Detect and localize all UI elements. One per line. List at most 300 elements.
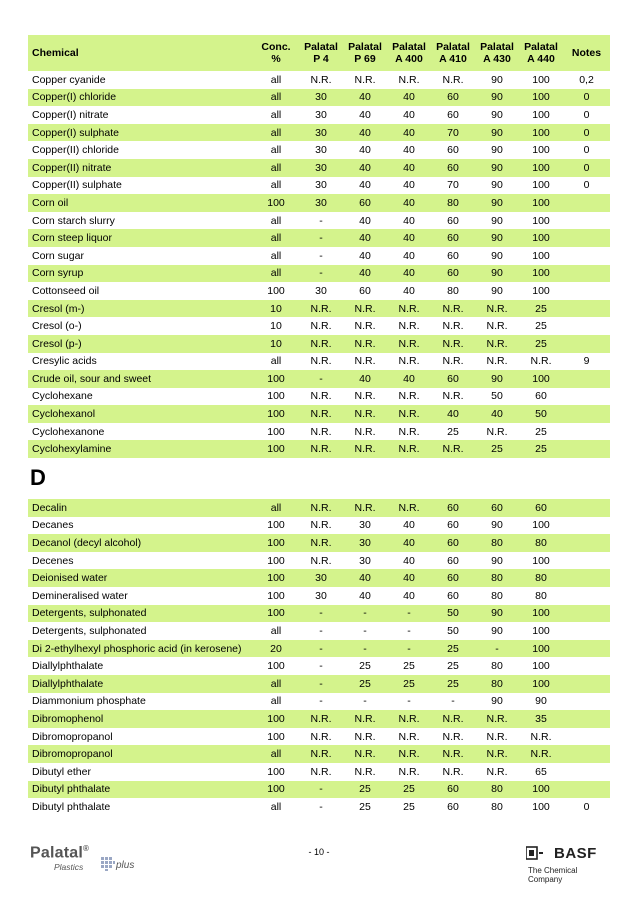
- table-row: [28, 693, 610, 711]
- table-row: [28, 177, 610, 195]
- value-cell: all: [253, 353, 299, 371]
- value-cell: 10: [253, 335, 299, 353]
- value-cell: [563, 657, 610, 675]
- chemical-name-cell: Diallylphthalate: [28, 675, 253, 693]
- value-cell: N.R.: [431, 763, 475, 781]
- value-cell: N.R.: [299, 71, 343, 89]
- value-cell: [563, 587, 610, 605]
- value-cell: 0: [563, 124, 610, 142]
- value-cell: -: [475, 640, 519, 658]
- value-cell: N.R.: [299, 405, 343, 423]
- value-cell: 60: [475, 499, 519, 517]
- table-header-row: [28, 35, 610, 71]
- resistance-table-d: [28, 499, 610, 816]
- value-cell: 100: [253, 517, 299, 535]
- value-cell: 90: [475, 194, 519, 212]
- value-cell: N.R.: [431, 353, 475, 371]
- value-cell: 40: [343, 229, 387, 247]
- value-cell: N.R.: [343, 388, 387, 406]
- value-cell: -: [299, 265, 343, 283]
- value-cell: N.R.: [343, 763, 387, 781]
- value-cell: N.R.: [387, 499, 431, 517]
- value-cell: [563, 265, 610, 283]
- value-cell: 25: [387, 657, 431, 675]
- value-cell: [563, 517, 610, 535]
- value-cell: N.R.: [299, 423, 343, 441]
- chemical-name-cell: Copper(I) chloride: [28, 89, 253, 107]
- value-cell: N.R.: [343, 440, 387, 458]
- value-cell: 80: [475, 675, 519, 693]
- value-cell: -: [299, 640, 343, 658]
- value-cell: [563, 405, 610, 423]
- chemical-name-cell: Cyclohexanone: [28, 423, 253, 441]
- value-cell: 100: [519, 124, 563, 142]
- value-cell: 100: [519, 781, 563, 799]
- chemical-name-cell: Diallylphthalate: [28, 657, 253, 675]
- value-cell: all: [253, 177, 299, 195]
- value-cell: -: [299, 370, 343, 388]
- value-cell: N.R.: [431, 710, 475, 728]
- table-row: [28, 657, 610, 675]
- chemical-name-cell: Cottonseed oil: [28, 282, 253, 300]
- value-cell: -: [299, 657, 343, 675]
- value-cell: -: [343, 640, 387, 658]
- table-row: [28, 212, 610, 230]
- value-cell: -: [387, 693, 431, 711]
- value-cell: 100: [519, 552, 563, 570]
- value-cell: 100: [519, 177, 563, 195]
- value-cell: N.R.: [519, 353, 563, 371]
- header-a430: Palatal A 430: [475, 35, 519, 71]
- chemical-name-cell: Copper(I) sulphate: [28, 124, 253, 142]
- value-cell: 100: [519, 265, 563, 283]
- value-cell: 60: [431, 517, 475, 535]
- value-cell: 100: [253, 763, 299, 781]
- value-cell: N.R.: [343, 405, 387, 423]
- value-cell: 35: [519, 710, 563, 728]
- value-cell: 40: [387, 265, 431, 283]
- value-cell: N.R.: [475, 353, 519, 371]
- value-cell: [563, 745, 610, 763]
- value-cell: 60: [431, 247, 475, 265]
- header-notes: Notes: [563, 35, 610, 71]
- value-cell: 80: [519, 587, 563, 605]
- value-cell: 100: [519, 657, 563, 675]
- value-cell: 50: [431, 622, 475, 640]
- table-body-d: [28, 499, 610, 816]
- value-cell: 25: [431, 657, 475, 675]
- chemical-name-cell: Diammonium phosphate: [28, 693, 253, 711]
- value-cell: all: [253, 106, 299, 124]
- value-cell: 40: [387, 106, 431, 124]
- value-cell: 30: [299, 89, 343, 107]
- chemical-name-cell: Cresylic acids: [28, 353, 253, 371]
- value-cell: N.R.: [343, 499, 387, 517]
- table-row: [28, 265, 610, 283]
- value-cell: N.R.: [387, 405, 431, 423]
- header-a400: Palatal A 400: [387, 35, 431, 71]
- value-cell: [563, 569, 610, 587]
- value-cell: -: [343, 622, 387, 640]
- value-cell: -: [299, 229, 343, 247]
- section-heading-d: D: [30, 465, 46, 490]
- header-p69: Palatal P 69: [343, 35, 387, 71]
- value-cell: 40: [343, 124, 387, 142]
- value-cell: 100: [519, 71, 563, 89]
- value-cell: 70: [431, 124, 475, 142]
- value-cell: 60: [431, 534, 475, 552]
- table-row: [28, 282, 610, 300]
- value-cell: 100: [253, 605, 299, 623]
- value-cell: 80: [475, 587, 519, 605]
- value-cell: N.R.: [343, 300, 387, 318]
- value-cell: 100: [519, 106, 563, 124]
- value-cell: 80: [519, 534, 563, 552]
- chemical-name-cell: Corn starch slurry: [28, 212, 253, 230]
- value-cell: 80: [519, 569, 563, 587]
- table-row: [28, 353, 610, 371]
- value-cell: 40: [343, 587, 387, 605]
- value-cell: [563, 605, 610, 623]
- value-cell: N.R.: [431, 335, 475, 353]
- value-cell: 100: [253, 728, 299, 746]
- chemical-name-cell: Detergents, sulphonated: [28, 605, 253, 623]
- value-cell: 90: [475, 370, 519, 388]
- value-cell: [563, 423, 610, 441]
- chemical-name-cell: Copper(II) sulphate: [28, 177, 253, 195]
- table-row: [28, 781, 610, 799]
- table-row: [28, 71, 610, 89]
- value-cell: -: [299, 693, 343, 711]
- value-cell: 60: [431, 89, 475, 107]
- value-cell: 0: [563, 159, 610, 177]
- table-row: [28, 710, 610, 728]
- chemical-name-cell: Cresol (p-): [28, 335, 253, 353]
- chemical-name-cell: Cyclohexylamine: [28, 440, 253, 458]
- value-cell: 90: [475, 212, 519, 230]
- value-cell: 80: [475, 798, 519, 816]
- value-cell: 90: [475, 517, 519, 535]
- value-cell: 90: [475, 693, 519, 711]
- value-cell: 25: [343, 798, 387, 816]
- value-cell: 30: [343, 517, 387, 535]
- value-cell: [563, 728, 610, 746]
- table-row: [28, 605, 610, 623]
- value-cell: N.R.: [431, 440, 475, 458]
- value-cell: 90: [475, 282, 519, 300]
- value-cell: 90: [475, 106, 519, 124]
- value-cell: 100: [253, 710, 299, 728]
- value-cell: -: [299, 622, 343, 640]
- value-cell: 40: [387, 370, 431, 388]
- value-cell: 60: [431, 552, 475, 570]
- value-cell: N.R.: [475, 745, 519, 763]
- value-cell: N.R.: [299, 763, 343, 781]
- value-cell: 100: [253, 440, 299, 458]
- value-cell: N.R.: [343, 710, 387, 728]
- chemical-name-cell: Dibutyl ether: [28, 763, 253, 781]
- value-cell: -: [299, 675, 343, 693]
- value-cell: N.R.: [431, 300, 475, 318]
- value-cell: 30: [299, 106, 343, 124]
- value-cell: 0: [563, 798, 610, 816]
- value-cell: N.R.: [431, 728, 475, 746]
- value-cell: -: [387, 622, 431, 640]
- value-cell: 40: [387, 517, 431, 535]
- value-cell: [563, 212, 610, 230]
- value-cell: 20: [253, 640, 299, 658]
- value-cell: 30: [299, 124, 343, 142]
- value-cell: 100: [253, 282, 299, 300]
- table-row: [28, 534, 610, 552]
- value-cell: N.R.: [475, 763, 519, 781]
- value-cell: all: [253, 159, 299, 177]
- value-cell: 100: [519, 229, 563, 247]
- value-cell: 100: [519, 605, 563, 623]
- value-cell: 60: [343, 194, 387, 212]
- value-cell: N.R.: [387, 388, 431, 406]
- value-cell: 100: [253, 370, 299, 388]
- value-cell: 90: [519, 693, 563, 711]
- value-cell: N.R.: [299, 499, 343, 517]
- value-cell: 60: [431, 370, 475, 388]
- value-cell: 80: [475, 657, 519, 675]
- table-row: [28, 370, 610, 388]
- value-cell: [563, 317, 610, 335]
- value-cell: 90: [475, 247, 519, 265]
- value-cell: 40: [387, 587, 431, 605]
- value-cell: 60: [431, 499, 475, 517]
- value-cell: all: [253, 141, 299, 159]
- value-cell: N.R.: [343, 353, 387, 371]
- value-cell: -: [387, 605, 431, 623]
- value-cell: N.R.: [387, 71, 431, 89]
- chemical-name-cell: Copper(I) nitrate: [28, 106, 253, 124]
- value-cell: N.R.: [387, 745, 431, 763]
- value-cell: 25: [387, 781, 431, 799]
- chemical-name-cell: Copper cyanide: [28, 71, 253, 89]
- value-cell: all: [253, 499, 299, 517]
- value-cell: 25: [519, 300, 563, 318]
- value-cell: 60: [431, 106, 475, 124]
- table-row: [28, 622, 610, 640]
- value-cell: N.R.: [299, 710, 343, 728]
- value-cell: N.R.: [387, 353, 431, 371]
- value-cell: [563, 763, 610, 781]
- value-cell: [563, 693, 610, 711]
- header-conc: Conc. %: [253, 35, 299, 71]
- value-cell: 40: [387, 159, 431, 177]
- value-cell: 40: [343, 177, 387, 195]
- value-cell: -: [343, 693, 387, 711]
- value-cell: N.R.: [299, 335, 343, 353]
- value-cell: 40: [343, 370, 387, 388]
- value-cell: all: [253, 693, 299, 711]
- chemical-name-cell: Di 2-ethylhexyl phosphoric acid (in kerosene): [28, 640, 253, 658]
- value-cell: all: [253, 745, 299, 763]
- value-cell: [563, 370, 610, 388]
- value-cell: 0: [563, 177, 610, 195]
- value-cell: 80: [475, 781, 519, 799]
- value-cell: 40: [343, 106, 387, 124]
- table-row: [28, 141, 610, 159]
- value-cell: all: [253, 89, 299, 107]
- chemical-name-cell: Copper(II) nitrate: [28, 159, 253, 177]
- value-cell: 80: [431, 282, 475, 300]
- value-cell: 40: [475, 405, 519, 423]
- value-cell: 25: [343, 657, 387, 675]
- value-cell: 60: [431, 229, 475, 247]
- value-cell: 60: [431, 141, 475, 159]
- value-cell: all: [253, 247, 299, 265]
- value-cell: 80: [475, 569, 519, 587]
- value-cell: 60: [431, 159, 475, 177]
- value-cell: 25: [343, 781, 387, 799]
- value-cell: N.R.: [519, 728, 563, 746]
- chemical-name-cell: Corn oil: [28, 194, 253, 212]
- value-cell: 100: [253, 423, 299, 441]
- value-cell: -: [299, 798, 343, 816]
- value-cell: 40: [343, 159, 387, 177]
- value-cell: all: [253, 71, 299, 89]
- value-cell: 30: [299, 282, 343, 300]
- value-cell: N.R.: [475, 710, 519, 728]
- value-cell: 60: [519, 388, 563, 406]
- value-cell: 90: [475, 265, 519, 283]
- chemical-name-cell: Cresol (m-): [28, 300, 253, 318]
- value-cell: N.R.: [387, 423, 431, 441]
- table-row: [28, 388, 610, 406]
- table-row: [28, 728, 610, 746]
- value-cell: 25: [431, 423, 475, 441]
- value-cell: 60: [431, 212, 475, 230]
- value-cell: -: [299, 247, 343, 265]
- value-cell: N.R.: [387, 440, 431, 458]
- value-cell: [563, 388, 610, 406]
- value-cell: 25: [387, 798, 431, 816]
- value-cell: 80: [475, 534, 519, 552]
- table-row: [28, 499, 610, 517]
- value-cell: -: [299, 212, 343, 230]
- value-cell: 40: [387, 552, 431, 570]
- value-cell: 30: [343, 552, 387, 570]
- value-cell: 90: [475, 71, 519, 89]
- value-cell: 40: [343, 89, 387, 107]
- palatal-logo-name: Palatal®: [30, 844, 90, 862]
- value-cell: -: [431, 693, 475, 711]
- value-cell: N.R.: [299, 745, 343, 763]
- chemical-name-cell: Decalin: [28, 499, 253, 517]
- value-cell: [563, 675, 610, 693]
- value-cell: 100: [519, 622, 563, 640]
- value-cell: 90: [475, 605, 519, 623]
- header-chemical: Chemical: [28, 35, 253, 71]
- value-cell: all: [253, 124, 299, 142]
- value-cell: N.R.: [431, 317, 475, 335]
- value-cell: 100: [519, 89, 563, 107]
- value-cell: 40: [387, 141, 431, 159]
- value-cell: 100: [519, 194, 563, 212]
- chemical-name-cell: Cyclohexane: [28, 388, 253, 406]
- value-cell: 40: [343, 212, 387, 230]
- value-cell: [563, 710, 610, 728]
- value-cell: all: [253, 265, 299, 283]
- value-cell: N.R.: [299, 317, 343, 335]
- header-a440: Palatal A 440: [519, 35, 563, 71]
- value-cell: N.R.: [431, 745, 475, 763]
- value-cell: 90: [475, 89, 519, 107]
- chemical-name-cell: Decanol (decyl alcohol): [28, 534, 253, 552]
- value-cell: 100: [519, 212, 563, 230]
- table-row: [28, 405, 610, 423]
- value-cell: N.R.: [299, 300, 343, 318]
- value-cell: 100: [253, 405, 299, 423]
- value-cell: N.R.: [431, 71, 475, 89]
- value-cell: [563, 440, 610, 458]
- value-cell: 40: [387, 177, 431, 195]
- value-cell: 25: [431, 675, 475, 693]
- value-cell: 90: [475, 622, 519, 640]
- chemical-name-cell: Copper(II) chloride: [28, 141, 253, 159]
- header-p4: Palatal P 4: [299, 35, 343, 71]
- value-cell: 30: [299, 141, 343, 159]
- value-cell: 25: [519, 423, 563, 441]
- basf-logo-word: BASF: [554, 845, 597, 862]
- value-cell: 60: [431, 781, 475, 799]
- value-cell: [563, 194, 610, 212]
- value-cell: N.R.: [387, 317, 431, 335]
- chemical-name-cell: Dibromopropanol: [28, 728, 253, 746]
- value-cell: 40: [387, 229, 431, 247]
- value-cell: 90: [475, 552, 519, 570]
- value-cell: 0,2: [563, 71, 610, 89]
- value-cell: N.R.: [475, 728, 519, 746]
- value-cell: 50: [431, 605, 475, 623]
- value-cell: 25: [387, 675, 431, 693]
- value-cell: 25: [475, 440, 519, 458]
- table-row: [28, 587, 610, 605]
- value-cell: all: [253, 675, 299, 693]
- value-cell: N.R.: [299, 534, 343, 552]
- palatal-logo-dots-icon: [100, 856, 116, 872]
- value-cell: 10: [253, 300, 299, 318]
- table-row: [28, 317, 610, 335]
- value-cell: 100: [253, 552, 299, 570]
- value-cell: 0: [563, 141, 610, 159]
- value-cell: -: [299, 781, 343, 799]
- value-cell: 80: [431, 194, 475, 212]
- table-row: [28, 569, 610, 587]
- value-cell: all: [253, 229, 299, 247]
- value-cell: 30: [299, 159, 343, 177]
- value-cell: 40: [387, 247, 431, 265]
- value-cell: N.R.: [387, 710, 431, 728]
- value-cell: 30: [299, 194, 343, 212]
- value-cell: all: [253, 622, 299, 640]
- value-cell: 25: [519, 335, 563, 353]
- value-cell: 50: [519, 405, 563, 423]
- value-cell: 100: [519, 517, 563, 535]
- table-row: [28, 89, 610, 107]
- value-cell: N.R.: [475, 423, 519, 441]
- page-number: - 10 -: [308, 847, 330, 857]
- value-cell: 40: [387, 194, 431, 212]
- value-cell: 30: [299, 587, 343, 605]
- resistance-table-c: [28, 35, 610, 458]
- header-a410: Palatal A 410: [431, 35, 475, 71]
- value-cell: N.R.: [299, 353, 343, 371]
- value-cell: 40: [387, 282, 431, 300]
